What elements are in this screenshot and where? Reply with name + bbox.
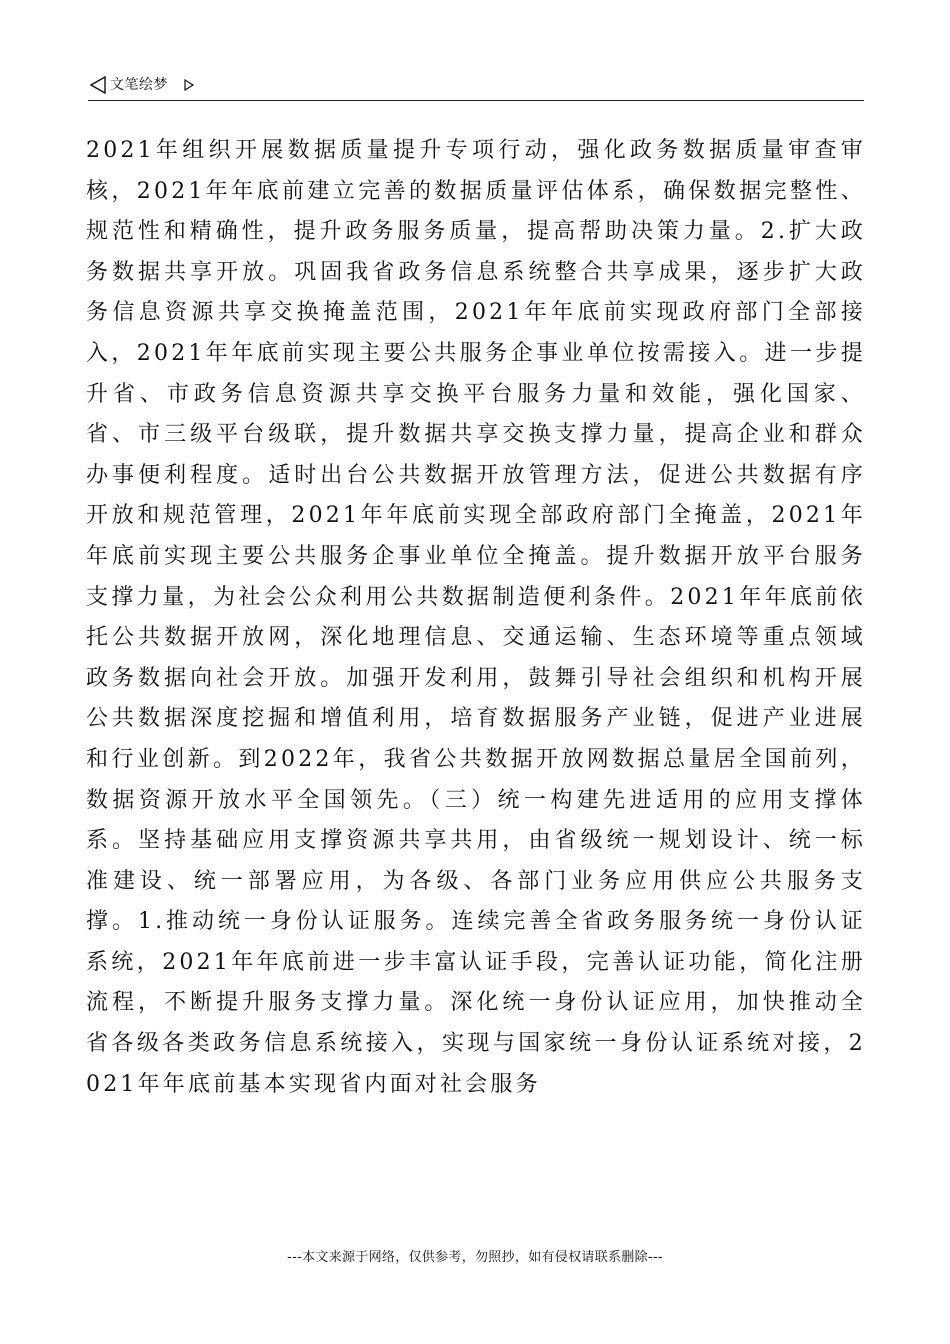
page-header	[88, 72, 864, 101]
triangle-right-outline-icon	[183, 77, 195, 91]
body-paragraph: 2021年组织开展数据质量提升专项行动，强化政务数据质量审查审核，2021年年底前建立完善的数据质量评估体系，确保数据完整性、规范性和精确性，提升政务服务质量，提高帮助决策力量。2.扩大政务数据共享开放。巩固我省政务信息系统整合共享成果，逐步扩大政务信息资源共享交换掩盖范围，2021年年底前实现政府部门全部接入，2021年年底前实现主要公共服务企事业单位按需接入。进一步提升省、市政务信息资源共享交换平台服务力量和效能，强化国家、省、市三级平台级联，提升数据共享交换支撑力量，提高企业和群众办事便利程度。适时出台公共数据开放管理方法，促进公共数据有序开放和规范管理，2021年年底前实现全部政府部门全掩盖，2021年年底前实现主要公共服务企事业单位全掩盖。提升数据开放平台服务支撑力量，为社会公众利用公共数据制造便利条件。2021年年底前依托公共数据开放网，深化地理信息、交通运输、生态环境等重点领域政务数据向社会开放。加强开发利用，鼓舞引导社会组织和机构开展公共数据深度挖掘和增值利用，培育数据服务产业链，促进产业进展和行业创新。到2022年，我省公共数据开放网数据总量居全国前列，数据资源开放水平全国领先。（三）统一构建先进适用的应用支撑体系。坚持基础应用支撑资源共享共用，由省级统一规划设计、统一标准建设、统一部署应用，为各级、各部门业务应用供应公共服务支撑。1.推动统一身份认证服务。连续完善全省政务服务统一身份认证系统，2021年年底前进一步丰富认证手段，完善认证功能，简化注册流程，不断提升服务支撑力量。深化统一身份认证应用，加快推动全省各级各类政务信息系统接入，实现与国家统一身份认证系统对接，2021年年底前基本实现省内面对社会服务	[86, 138, 866, 1097]
footer-disclaimer: ---本文来源于网络，仅供参考，勿照抄，如有侵权请联系删除---	[287, 1250, 663, 1265]
header-title: 文笔绘梦	[110, 77, 168, 93]
triangle-left-outline-icon	[88, 75, 108, 95]
